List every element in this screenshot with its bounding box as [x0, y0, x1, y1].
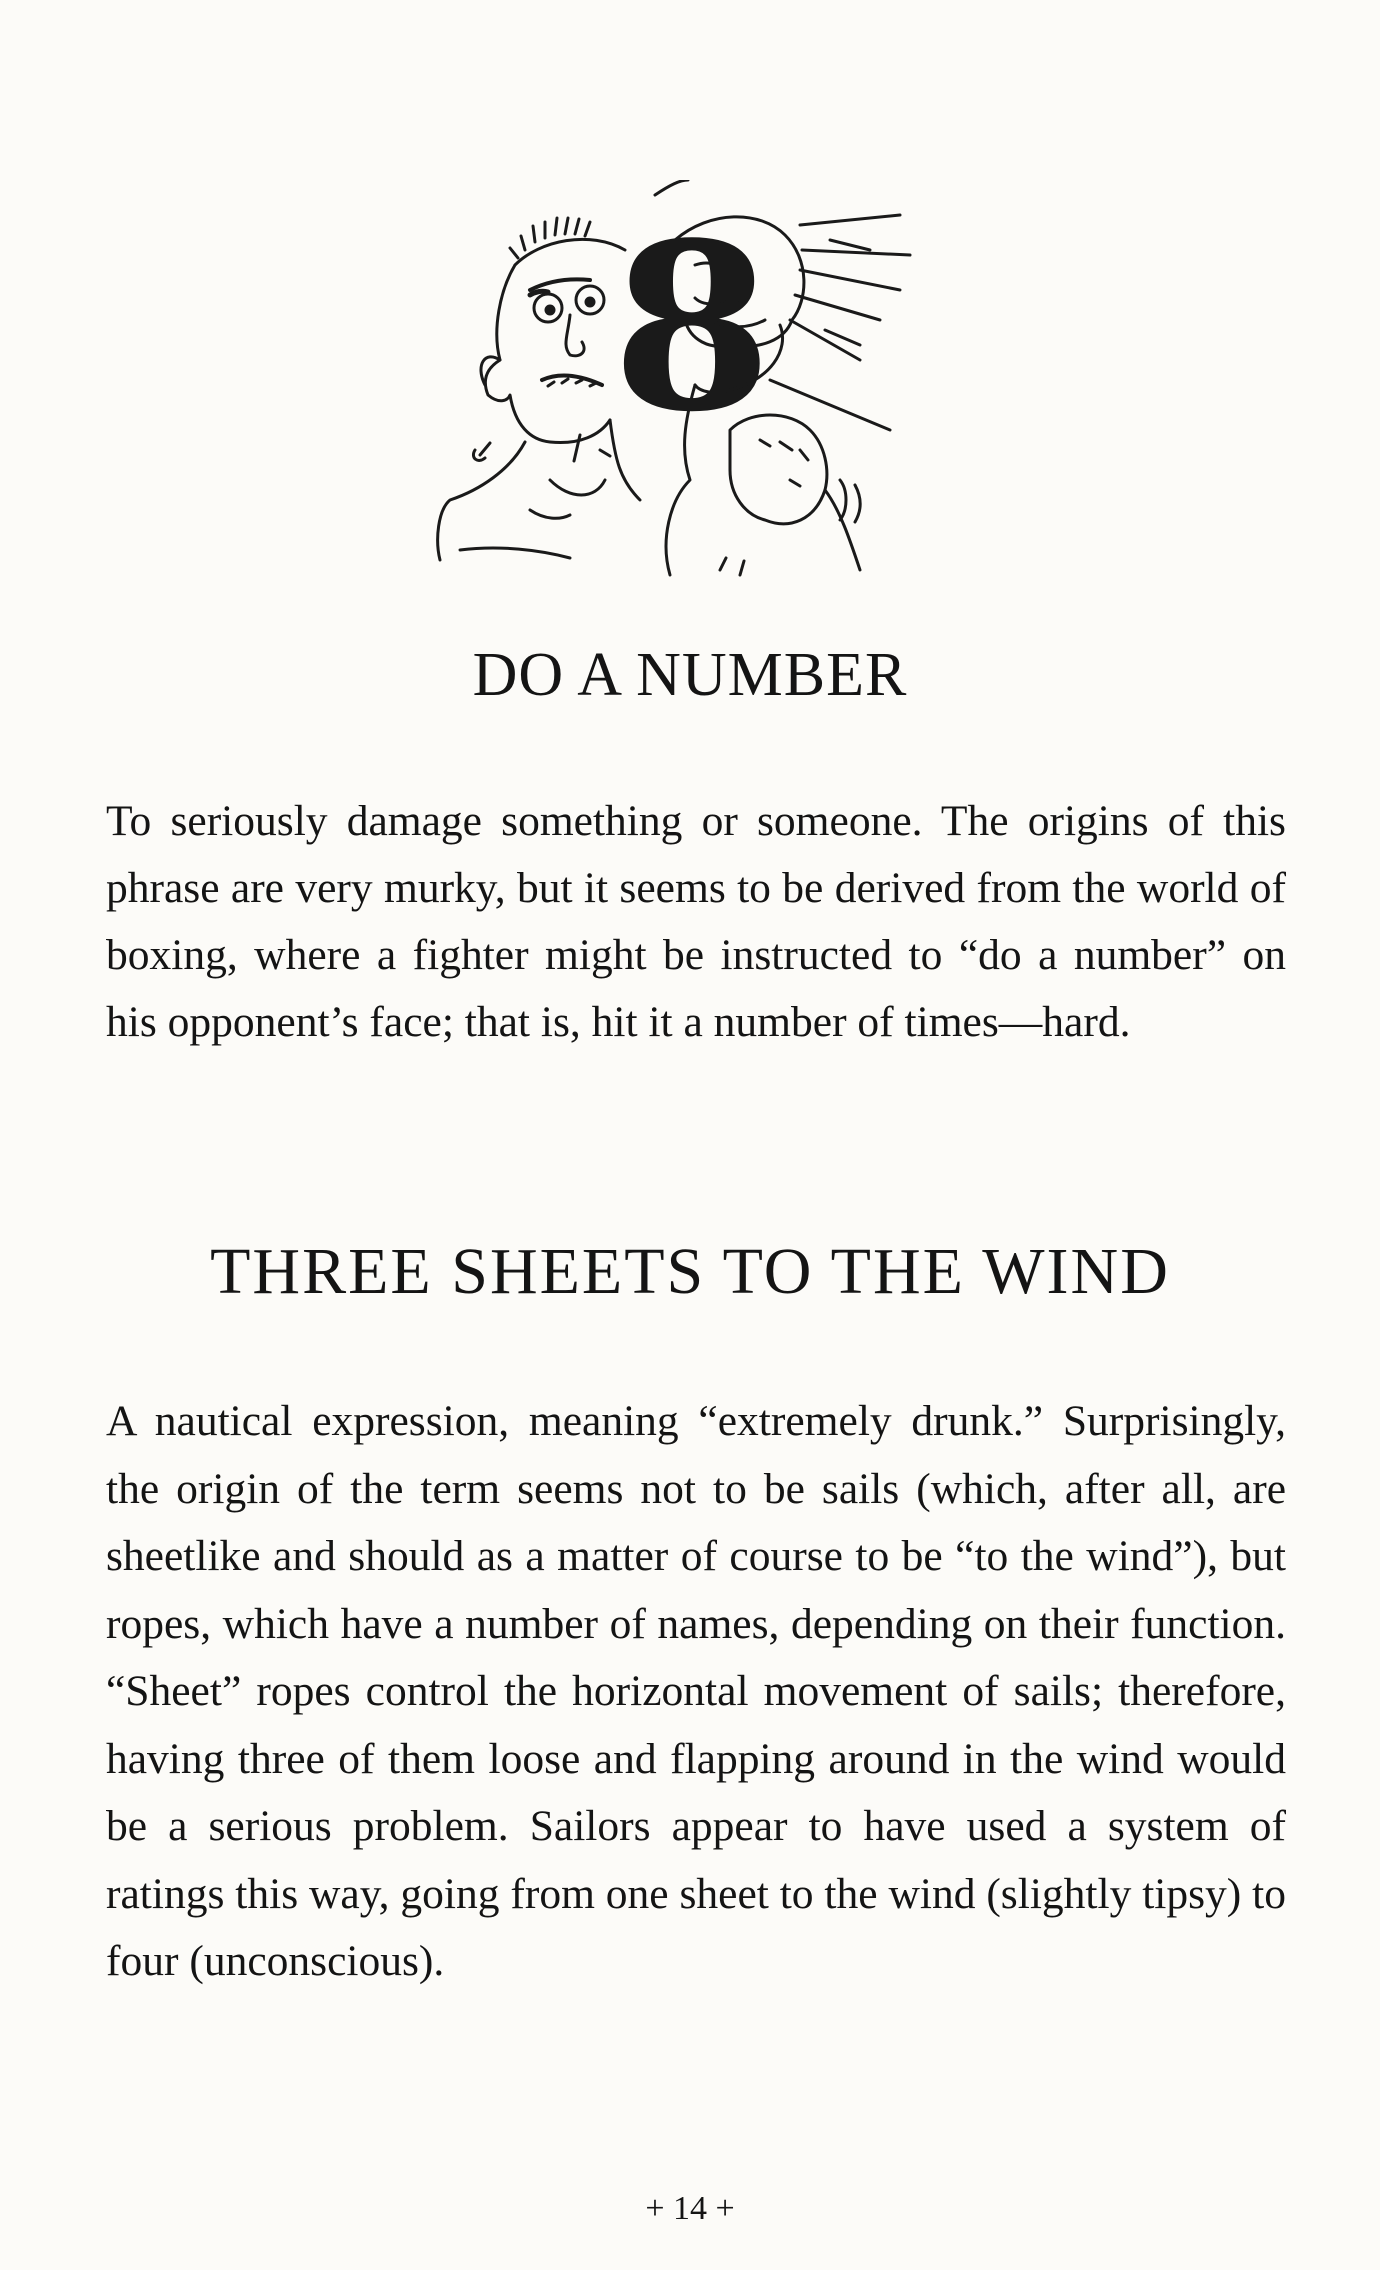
entry-title-three-sheets: THREE SHEETS TO THE WIND [210, 1235, 1170, 1308]
boxer-punched-illustration [430, 180, 960, 590]
entry-body-three-sheets: A nautical expression, meaning “extremely drunk.” Surprisingly, the origin of the term seems not to be sails (which, after all, are sheetlike and should as a matter of course to be “to the wind”), but ropes, which have a number of names, depending on their function. “Sheet” ropes control the horizontal movement of sails; therefore, having three of them loose and flapping around in the wind would be a serious problem. Sailors appear to have used a system of ratings this way, going from one sheet to the wind (slightly tipsy) to four (unconscious). [106, 1397, 1287, 1985]
page-number: + 14 + [645, 2190, 735, 2227]
entry-body-do-a-number: To seriously damage something or someone. The origins of this phrase are very murky, but it seems to be derived from the world of boxing, where a fighter might be instructed to “do a number” on his opponent’s face; that is, hit it a number of times—hard. [106, 797, 1286, 1046]
entry-title-do-a-number: DO A NUMBER [472, 641, 908, 709]
numeral-glyph: 8 [612, 193, 773, 463]
